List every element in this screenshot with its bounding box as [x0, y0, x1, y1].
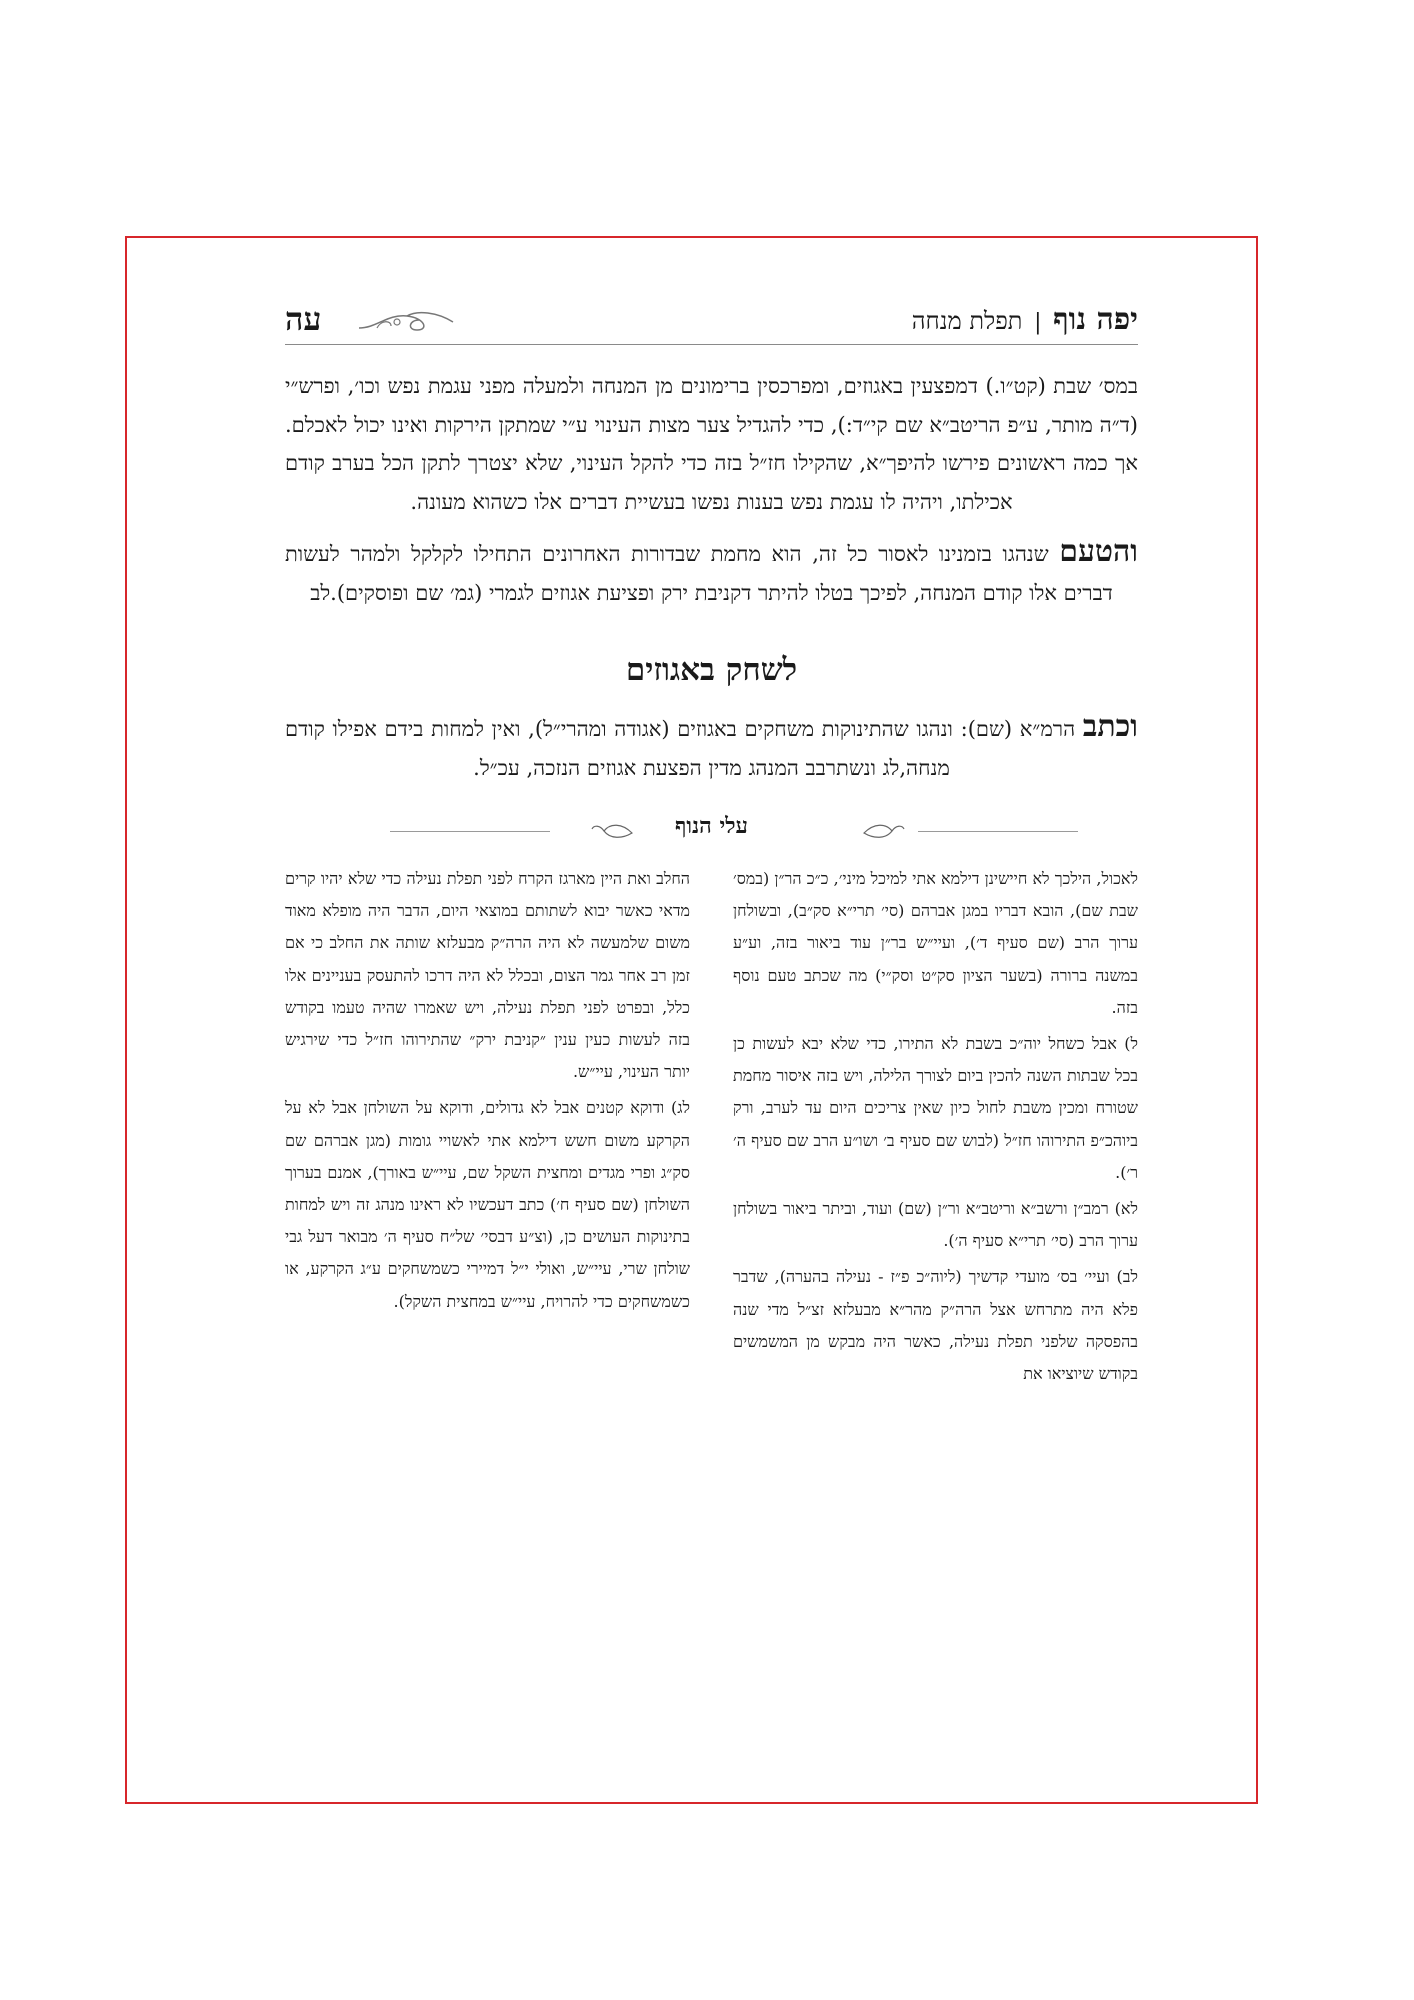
header-title-block	[912, 302, 1138, 337]
rema-lead-word: וכתב	[1082, 709, 1138, 744]
rema-text: הרמ״א (שם): ונהגו שהתינוקות משחקים באגוזים (אגודה ומהרי״ל), ואין למחות בידם אפילו קודם מנחה,לג ונשתרבב המנהג מדין הפצעת אגוזים הנזכה, עכ״ל.	[285, 717, 1076, 780]
notes-header	[285, 809, 1138, 849]
main-paragraph-2	[285, 533, 1138, 612]
footnotes-left-column	[285, 863, 690, 1322]
main-paragraph-1: במס׳ שבת (קט״ו.) דמפצעין באגוזים, ומפרכסין ברימונים מן המנחה ולמעלה מפני עגמת נפש וכו׳, ופרש״י (ד״ה מותר, ע״פ הריטב״א שם קי״ד:), כדי להגדיל צער מצות העינוי ע״י שמתקן הירקות ואינו יכול לאכלם. אך כמה ראשונים פירשו להיפך״א, שהקילו חז״ל בזה כדי להקל העינוי, שלא יצטרך לתקן הכל בערב קודם אכילתו, ויהיה לו עגמת נפש בענות נפשו בעשיית דברים אלו כשהוא מעונה.	[285, 374, 1138, 514]
header-separator: |	[1034, 310, 1042, 335]
footnote: ל) אבל כשחל יוה״כ בשבת לא התירו, כדי שלא יבא לעשות כן בכל שבתות השנה להכין ביום לצורך הלילה, ויש בזה איסור מחמת שטורח ומכין משבת לחול כיון שאין צריכים היום עד לערב, ורק ביוהכ״פ התירוהו חז״ל (לבוש שם סעיף ב׳ ושו״ע הרב שם סעיף ה׳ ר׳).	[733, 1034, 1139, 1182]
page-content	[285, 300, 1138, 1553]
footnote: לג) ודוקא קטנים אבל לא גדולים, ודוקא על השולחן אבל לא על הקרקע משום חשש דילמא אתי לאשויי גומות (מגן אברהם שם סק״ג ופרי מגדים ומחצית השקל שם, עיי״ש באורך), אמנם בערוך השולחן (שם סעיף ח׳) כתב דעכשיו לא ראינו מנהג זה ויש למחות בתינוקות העושים כן, (וצ״ע דבסי׳ של״ח סעיף ה׳ מבואר דעל גבי שולחן שרי, עיי״ש, ואולי י״ל דמיירי כשמשחקים ע״ג הקרקע, או כשמשחקים כדי להרויח, עיי״ש במחצית השקל).	[285, 1098, 690, 1311]
footnotes-right-column	[733, 863, 1138, 1394]
footnote: החלב ואת היין מארגז הקרח לפני תפלת נעילה כדי שלא יהיו קרים מדאי כאשר יבוא לשתותם במוצאי היום, הדבר היה מופלא מאוד משום שלמעשה לא היה הרה״ק מבעלזא שותה את החלב כי אם זמן רב אחר גמר הצום, ובכלל לא היה דרכו להתעסק בעניינים אלו כלל, ובפרט לפני תפלת נעילה, ויש שאמרו שהיה טעמו בקודש בזה לעשות כעין ענין ״קניבת ירק״ שהתירוהו חז״ל כדי שירגיש יותר העינוי, עיי״ש.	[285, 869, 690, 1082]
page-number: עה	[285, 300, 322, 338]
paragraph-lead-word: והטעם	[1059, 534, 1138, 569]
footnotes-columns	[285, 863, 1138, 1553]
footnote: לאכול, הילכך לא חיישינן דילמא אתי למיכל מיני׳, כ״כ הר״ן (במס׳ שבת שם), הובא דבריו במגן אברהם (סי׳ תרי״א סק״ב), ובשולחן ערוך הרב (שם סעיף ד׳), ועיי״ש בר״ן עוד ביאור בזה, וע״ע במשנה ברורה (בשער הציון סק״ט וסק״י) מה שכתב טעם נוסף בזה.	[733, 869, 1138, 1017]
notes-title: עלי הנוף	[674, 813, 748, 839]
footnote: לב) ועיי׳ בס׳ מועדי קדשיך (ליוה״כ פ״ז - נעילה בהערה), שדבר פלא היה מתרחש אצל הרה״ק מהר״א מבעלזא זצ״ל מדי שנה בהפסקה שלפני תפלת נעילה, כאשר היה מבקש מן המשמשים בקודש שיוציאו את	[733, 1267, 1138, 1384]
footnote: לא) רמב״ן ורשב״א וריטב״א ור״ן (שם) ועוד, וביתר ביאור בשולחן ערוך הרב (סי׳ תרי״א סעיף ה׳).	[733, 1199, 1138, 1251]
running-header	[285, 300, 1138, 345]
section-name: תפלת מנחה	[911, 307, 1023, 335]
divider	[390, 831, 550, 832]
section-heading: לשחק באגוזים	[625, 652, 798, 688]
book-title: יפה נוף	[1053, 302, 1138, 337]
flourish-ornament-icon	[357, 308, 457, 336]
paragraph-2-text: שנהגו בזמנינו לאסור כל זה, הוא מחמת שבדורות האחרונים התחילו לקלקל ולמהר לעשות דברים אלו קודם המנחה, לפיכך בטלו להיתר דקניבת ירק ופציעת אגוזים לגמרי (גמ׳ שם ופוסקים).לב	[285, 542, 1113, 605]
leaf-ornament-icon	[590, 821, 634, 843]
rema-paragraph	[285, 708, 1138, 787]
